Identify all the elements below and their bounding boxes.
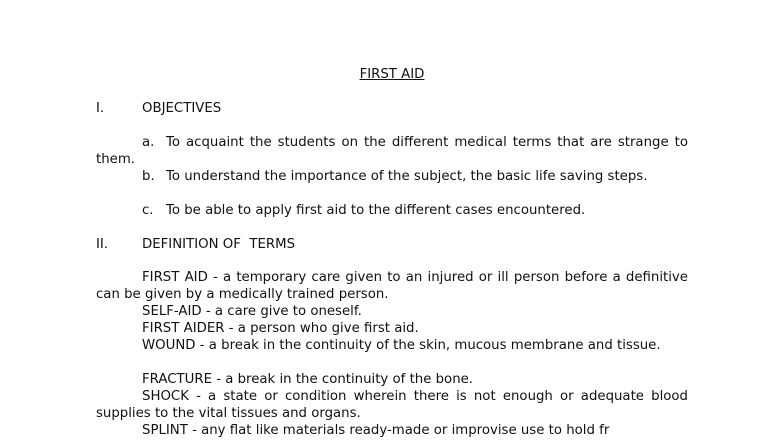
term-first-aider: FIRST AIDER - a person who give first aid. — [142, 321, 419, 336]
objective-item-marker: c. — [142, 203, 154, 218]
term-first-aid: FIRST AID - a temporary care given to an injured or ill person before a definitive can be given by a medically trained person. — [96, 270, 688, 302]
document-title: FIRST AID — [359, 67, 425, 82]
section-heading-objectives: OBJECTIVES — [142, 101, 222, 116]
objective-item-c — [142, 202, 688, 219]
objective-item-text: To acquaint the students on the different medical terms that are strange to them. — [96, 135, 688, 167]
term-wound: WOUND - a break in the continuity of the skin, mucous membrane and tissue. — [142, 338, 661, 353]
objective-item-text: To be able to apply first aid to the different cases encountered. — [166, 203, 586, 218]
objective-item-a — [96, 134, 688, 168]
section-number-objectives: I. — [96, 101, 105, 116]
section-number-definitions: II. — [96, 237, 109, 252]
objective-item-text: To understand the importance of the subject, the basic life saving steps. — [166, 169, 648, 184]
term-self-aid: SELF-AID - a care give to oneself. — [142, 304, 362, 319]
objective-item-marker: b. — [142, 169, 155, 184]
objective-item-b — [142, 168, 688, 185]
objective-item-marker: a. — [142, 135, 155, 150]
term-fracture: FRACTURE - a break in the continuity of the bone. — [142, 372, 474, 387]
section-heading-definitions: DEFINITION OF TERMS — [142, 237, 296, 252]
term-shock: SHOCK - a state or condition wherein there is not enough or adequate blood supplies to the vital tissues and organs. — [96, 389, 688, 421]
term-splint: SPLINT - any flat like materials ready-made or improvise use to hold fr — [142, 423, 610, 438]
